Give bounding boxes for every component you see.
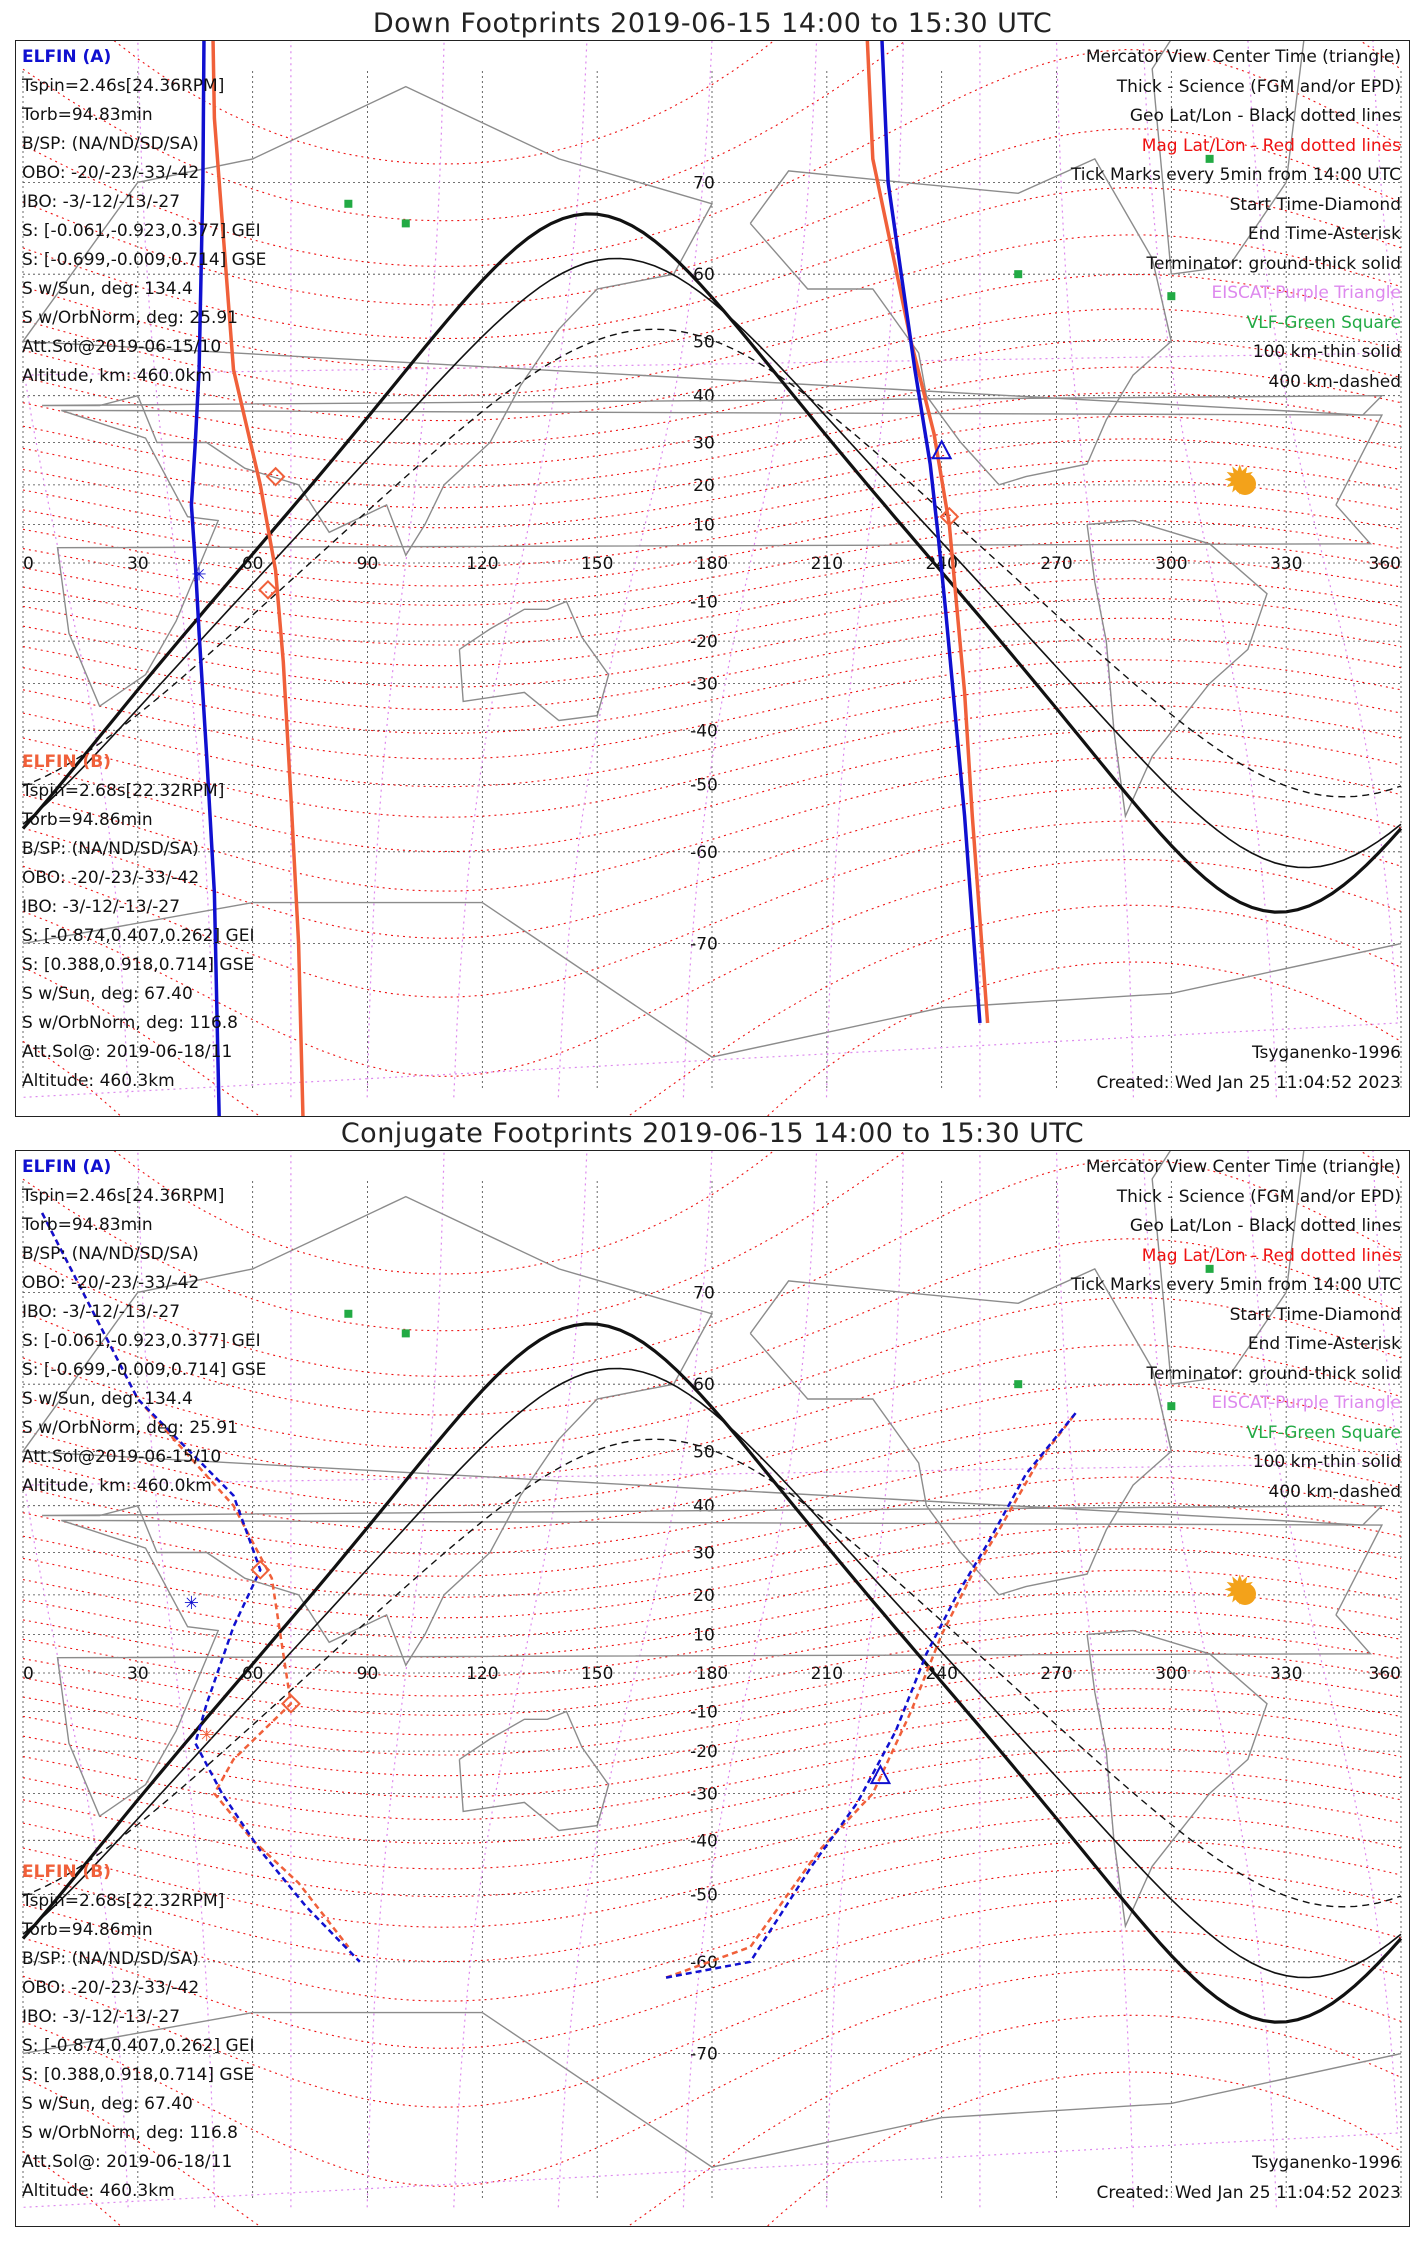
elfin-a-header: ELFIN (A)	[22, 47, 112, 67]
elfin-a-info	[22, 1153, 266, 1501]
vlf-station-marker	[402, 219, 410, 227]
lat-tick-label: -10	[690, 592, 718, 613]
lon-tick-label: 90	[356, 554, 379, 574]
mag-meridian	[367, 1151, 444, 2207]
info-line: S w/OrbNorm, deg: 116.8	[22, 1013, 239, 1033]
vlf-station-marker	[344, 200, 352, 208]
vlf-station-marker	[1014, 270, 1022, 278]
lat-tick-label: 50	[693, 1442, 715, 1463]
elfin-a-info	[22, 43, 266, 391]
lat-tick-label: -20	[690, 1742, 718, 1763]
lon-tick-label: 330	[1269, 1664, 1303, 1684]
lon-tick-label: 0	[23, 554, 34, 574]
legend-item: Mercator View Center Time (triangle)	[1085, 1157, 1401, 1177]
legend-item: End Time-Asterisk	[1247, 1334, 1401, 1354]
elfin-a-header: ELFIN (A)	[22, 1157, 112, 1177]
lon-tick-label: 150	[580, 554, 614, 574]
lat-tick-label: 10	[693, 515, 715, 536]
elfin-b-header: ELFIN (B)	[22, 752, 112, 772]
info-line: B/SP: (NA/ND/SD/SA)	[22, 1244, 199, 1264]
info-line: OBO: -20/-23/-33/-42	[22, 1978, 200, 1998]
lon-tick-label: 150	[580, 1664, 614, 1684]
info-line: B/SP: (NA/ND/SD/SA)	[22, 1949, 199, 1969]
elfin-a-lines	[22, 72, 266, 391]
legend-item: 100 km-thin solid	[1252, 1452, 1401, 1472]
lat-tick-label: 30	[693, 1543, 715, 1564]
info-line: S: [0.388,0.918,0.714] GSE	[22, 2065, 255, 2085]
legend-item: Start Time-Diamond	[1229, 1304, 1401, 1325]
vlf-station-marker	[344, 1310, 352, 1318]
info-line: B/SP: (NA/ND/SD/SA)	[22, 839, 199, 859]
lat-tick-label: 60	[693, 265, 715, 286]
lon-tick-label: 30	[127, 1664, 149, 1684]
start-diamond	[267, 468, 284, 485]
lat-tick-label: 50	[693, 332, 715, 353]
lat-tick-label: 20	[693, 1585, 715, 1606]
info-line: B/SP: (NA/ND/SD/SA)	[22, 134, 199, 154]
info-line: Altitude: 460.3km	[22, 1071, 175, 1091]
info-line: S: [-0.061,-0.923,0.377] GEI	[22, 1331, 261, 1351]
lon-tick-label: 360	[1368, 554, 1401, 574]
legend-item: 100 km-thin solid	[1252, 342, 1401, 362]
info-line: Altitude, km: 460.0km	[22, 1476, 212, 1496]
lon-tick-label: 60	[241, 554, 264, 574]
lat-tick-label: 20	[693, 475, 715, 496]
info-line: Altitude, km: 460.0km	[22, 366, 212, 386]
lat-tick-label: 40	[693, 386, 715, 407]
sun-icon	[1234, 1583, 1256, 1605]
legend-item: 400 km-dashed	[1268, 371, 1401, 392]
model-label: Tsyganenko-1996	[1251, 1043, 1401, 1063]
info-line: Tspin=2.68s[22.32RPM]	[22, 781, 225, 801]
lat-tick-label: 10	[693, 1625, 715, 1646]
lon-tick-label: 60	[241, 1664, 264, 1684]
down-footprints-panel	[15, 40, 1410, 1117]
info-line: Altitude: 460.3km	[22, 2181, 175, 2201]
info-line: Att.Sol@2019-06-15/10	[22, 1447, 222, 1467]
end-asterisk: ✳	[191, 564, 207, 586]
legend-item: EISCAT-Purple Triangle	[1211, 283, 1401, 303]
info-line: OBO: -20/-23/-33/-42	[22, 868, 200, 888]
lon-tick-label: 180	[695, 1664, 729, 1684]
info-line: Torb=94.86min	[22, 810, 153, 830]
info-line: S w/Sun, deg: 134.4	[22, 1389, 193, 1409]
lon-tick-label: 300	[1155, 1664, 1188, 1684]
info-line: IBO: -3/-12/-13/-27	[22, 192, 181, 212]
info-line: S w/Sun, deg: 67.40	[22, 2094, 193, 2114]
legend	[1071, 1153, 1401, 1507]
legend-item: VLF-Green Square	[1246, 312, 1401, 333]
lon-tick-label: 270	[1040, 554, 1073, 574]
legend-item: Terminator: ground-thick solid	[1146, 253, 1401, 274]
info-line: Torb=94.83min	[22, 105, 153, 125]
lat-tick-label: 70	[693, 173, 715, 194]
mag-meridian	[367, 41, 444, 1097]
created-label: Created: Wed Jan 25 11:04:52 2023	[1096, 2183, 1401, 2203]
lon-tick-label: 90	[356, 1664, 379, 1684]
end-asterisk: ✳	[183, 1592, 199, 1614]
lon-tick-label: 240	[925, 554, 958, 574]
legend-item: Geo Lat/Lon - Black dotted lines	[1129, 106, 1401, 126]
info-line: S w/OrbNorm, deg: 116.8	[22, 2123, 239, 2143]
lat-tick-label: -70	[690, 934, 718, 955]
conjugate-footprints-panel	[15, 1150, 1410, 2227]
elfin-a-lines	[22, 1182, 266, 1501]
info-line: Att.Sol@: 2019-06-18/11	[22, 2152, 233, 2172]
info-line: Att.Sol@: 2019-06-18/11	[22, 1042, 233, 1062]
lat-tick-label: -40	[690, 1831, 718, 1852]
lat-tick-label: 40	[693, 1496, 715, 1517]
coastline	[459, 1712, 608, 1831]
vlf-station-marker	[1014, 1380, 1022, 1388]
info-line: S: [0.388,0.918,0.714] GSE	[22, 955, 255, 975]
lat-tick-label: -30	[690, 1784, 718, 1805]
elfin-b-lines	[22, 777, 254, 1096]
info-line: S: [-0.699,-0.009,0.714] GSE	[22, 1360, 267, 1380]
lat-tick-label: -20	[690, 632, 718, 653]
model-label: Tsyganenko-1996	[1251, 2153, 1401, 2173]
legend-item: Mag Lat/Lon - Red dotted lines	[1141, 1245, 1401, 1266]
info-line: S w/OrbNorm, deg: 25.91	[22, 1418, 239, 1438]
lat-tick-label: -50	[690, 775, 718, 796]
created-label: Created: Wed Jan 25 11:04:52 2023	[1096, 1073, 1401, 1093]
lat-tick-label: -50	[690, 1885, 718, 1906]
elfin-b-header: ELFIN (B)	[22, 1862, 112, 1882]
coastline	[459, 602, 608, 721]
elfin-b-info	[22, 1858, 254, 2206]
info-line: S w/Sun, deg: 134.4	[22, 279, 193, 299]
lon-tick-label: 210	[810, 1664, 844, 1684]
lon-tick-label: 210	[810, 554, 844, 574]
legend-item: Tick Marks every 5min from 14:00 UTC	[1070, 1275, 1401, 1295]
legend-item: Geo Lat/Lon - Black dotted lines	[1129, 1216, 1401, 1236]
info-line: S: [-0.699,-0.009,0.714] GSE	[22, 250, 267, 270]
info-line: S w/Sun, deg: 67.40	[22, 984, 193, 1004]
info-line: Torb=94.83min	[22, 1215, 153, 1235]
legend-item: Terminator: ground-thick solid	[1146, 1363, 1401, 1384]
lon-tick-label: 300	[1155, 554, 1188, 574]
info-line: Tspin=2.46s[24.36RPM]	[22, 76, 225, 96]
legend-item: VLF-Green Square	[1246, 1422, 1401, 1443]
legend-item: Start Time-Diamond	[1229, 194, 1401, 215]
lat-tick-label: 70	[693, 1283, 715, 1304]
info-line: S w/OrbNorm, deg: 25.91	[22, 308, 239, 328]
legend-item: 400 km-dashed	[1268, 1481, 1401, 1502]
vlf-station-marker	[402, 1329, 410, 1337]
lat-tick-label: 30	[693, 433, 715, 454]
lon-tick-label: 240	[925, 1664, 958, 1684]
lat-tick-label: -40	[690, 721, 718, 742]
lon-tick-label: 120	[466, 1664, 499, 1684]
info-line: IBO: -3/-12/-13/-27	[22, 897, 181, 917]
panel1-title: Down Footprints 2019-06-15 14:00 to 15:30 UTC	[372, 8, 1053, 39]
legend-item: Mercator View Center Time (triangle)	[1085, 47, 1401, 67]
legend-item: End Time-Asterisk	[1247, 224, 1401, 244]
lon-tick-label: 360	[1368, 1664, 1401, 1684]
center-time-triangle	[871, 1766, 889, 1783]
lat-tick-label: -30	[690, 674, 718, 695]
info-line: OBO: -20/-23/-33/-42	[22, 1273, 200, 1293]
info-line: IBO: -3/-12/-13/-27	[22, 1302, 181, 1322]
legend-item: EISCAT-Purple Triangle	[1211, 1393, 1401, 1413]
lat-tick-label: -60	[690, 1952, 718, 1973]
lon-tick-label: 30	[127, 554, 149, 574]
legend	[1071, 43, 1401, 397]
sun-icon	[1234, 473, 1256, 495]
info-line: S: [-0.061,-0.923,0.377] GEI	[22, 221, 261, 241]
info-line: Att.Sol@2019-06-15/10	[22, 337, 222, 357]
info-line: Tspin=2.46s[24.36RPM]	[22, 1186, 225, 1206]
lat-tick-label: -60	[690, 842, 718, 863]
lon-tick-label: 0	[23, 1664, 34, 1684]
lon-tick-label: 330	[1269, 554, 1303, 574]
legend-item: Mag Lat/Lon - Red dotted lines	[1141, 135, 1401, 156]
lat-tick-label: 60	[693, 1375, 715, 1396]
info-line: S: [-0.874,0.407,0.262] GEI	[22, 926, 255, 946]
lat-tick-label: -10	[690, 1702, 718, 1723]
elfin-b-lines	[22, 1887, 254, 2206]
info-line: S: [-0.874,0.407,0.262] GEI	[22, 2036, 255, 2056]
legend-item: Tick Marks every 5min from 14:00 UTC	[1070, 165, 1401, 185]
info-line: OBO: -20/-23/-33/-42	[22, 163, 200, 183]
info-line: IBO: -3/-12/-13/-27	[22, 2007, 181, 2027]
lon-tick-label: 180	[695, 554, 729, 574]
legend-item: Thick - Science (FGM and/or EPD)	[1116, 76, 1401, 97]
lon-tick-label: 270	[1040, 1664, 1073, 1684]
info-line: Tspin=2.68s[22.32RPM]	[22, 1891, 225, 1911]
end-asterisk: ✳	[199, 1725, 215, 1747]
panel2-title: Conjugate Footprints 2019-06-15 14:00 to 15:30 UTC	[340, 1118, 1085, 1149]
lat-tick-label: -70	[690, 2044, 718, 2065]
legend-item: Thick - Science (FGM and/or EPD)	[1116, 1186, 1401, 1207]
info-line: Torb=94.86min	[22, 1920, 153, 1940]
elfin-b-info	[22, 748, 254, 1096]
lon-tick-label: 120	[466, 554, 499, 574]
